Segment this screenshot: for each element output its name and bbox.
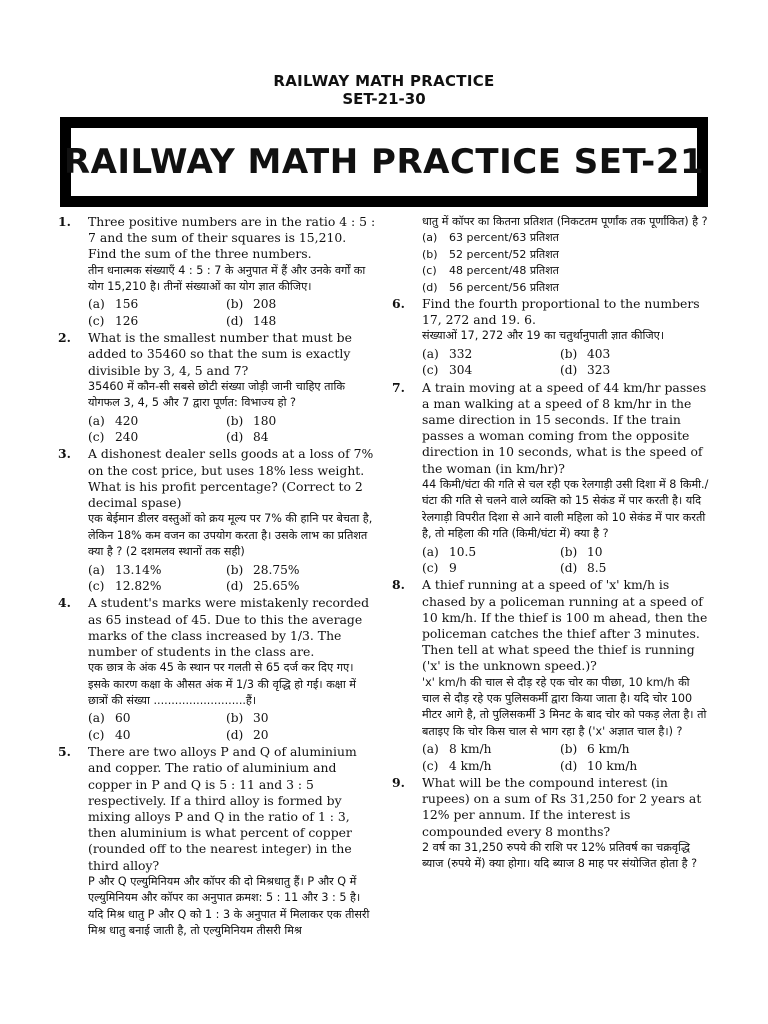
question-number: 4. [58, 595, 71, 611]
option-a: (a) 63 percent/63 प्रतिशत [422, 231, 559, 245]
option-a: (a) 156 [88, 297, 139, 312]
option-d: (d) 323 [560, 363, 611, 378]
question-5-continued [392, 214, 710, 296]
question-text-en: Find the fourth proportional to the numbers 17, 272 and 19. 6. [422, 296, 700, 328]
option-b: (b) 52 percent/52 प्रतिशत [422, 247, 559, 261]
header-line-1: RAILWAY MATH PRACTICE [273, 72, 495, 90]
question-text-en: A student's marks were mistakenly recorded as 65 instead of 45. Due to this the average marks of the class increased by 1/3. The number of students in the class are. [88, 595, 370, 659]
question-text-hi: 44 किमी/घंटा की गति से चल रही एक रेलगाड़ी उसी दिशा में 8 किमी./घंटा की गति से चलने वाले व्यक्ति को 15 सेकंड में पार करती है। यदि रेलगाड़ी विपरीत दिशा से आने वाली महिला को 10 सेकंड में पार करती है, तो महिला की गति (किमी/घंटा में) क्या है ? [422, 477, 709, 541]
question-number: 9. [392, 774, 405, 790]
question-3 [58, 446, 376, 594]
option-a: (a) 13.14% [88, 562, 162, 577]
question-text-hi-continued: धातु में कॉपर का कितना प्रतिशत (निकटतम पूर्णांक तक पूर्णांकित) है ? [422, 215, 708, 228]
option-c: (c) 48 percent/48 प्रतिशत [422, 264, 559, 278]
question-text-en: What will be the compound interest (in rupees) on a sum of Rs 31,250 for 2 years at 12% per annum. If the interest is compounded every 8 months? [422, 774, 702, 839]
page-title: RAILWAY MATH PRACTICE SET-21 [63, 142, 705, 182]
option-b: (b) 10 [560, 544, 603, 559]
option-d: (d) 84 [226, 430, 269, 445]
option-c: (c) 126 [88, 313, 139, 328]
question-text-hi: 'x' km/h की चाल से दौड़ रहे एक चोर का पीछा, 10 km/h की चाल से दौड़ रहे एक पुलिसकर्मी द्वारा किया जाता है। यदि चोर 100 मीटर आगे है, तो पुलिसकर्मी 3 मिनट के बाद चोर को पकड़ लेता है। तो बताइए कि चोर किस चाल से भाग रहा है ('x' अज्ञात चाल है।) ? [422, 675, 707, 738]
option-a: (a) 8 km/h [422, 742, 492, 757]
question-text-hi: संख्याओं 17, 272 और 19 का चतुर्थानुपाती ज्ञात कीजिए। [422, 329, 665, 343]
question-text-en: There are two alloys P and Q of aluminium and copper. The ratio of aluminium and copper in P and Q is 5 : 11 and 3 : 5 respectively. If a third alloy is formed by mixing alloys P and Q in the ratio of 1 : 3, then aluminium is what percent of copper (rounded off to the nearest integer) in the third alloy? [88, 744, 357, 873]
options [88, 413, 376, 446]
question-text-hi: तीन धनात्मक संख्याएँ 4 : 5 : 7 के अनुपात में हैं और उनके वर्गों का योग 15,210 है। तीनों संख्याओं का योग ज्ञात कीजिए। [88, 263, 366, 294]
question-text-hi: एक छात्र के अंक 45 के स्थान पर गलती से 65 दर्ज कर दिए गए। इसके कारण कक्षा के औसत अंक में 1/3 की वृद्धि हो गई। कक्षा में छात्रों की संख्या ..........................हैं। [88, 661, 356, 707]
question-number: 7. [392, 379, 405, 395]
option-d: (d) 8.5 [560, 560, 607, 575]
option-a: (a) 10.5 [422, 544, 477, 559]
question-9 [392, 775, 710, 873]
question-5 [58, 744, 376, 939]
question-text-hi: P और Q एल्युमिनियम और कॉपर की दो मिश्रधातु हैं। P और Q में एल्युमिनियम और कॉपर का अनुपात क्रमश: 5 : 11 और 3 : 5 है। यदि मिश्र धातु P और Q को 1 : 3 के अनुपात में मिलाकर एक तीसरी मिश्र धातु बनाई जाती है, तो एल्युमिनियम तीसरी मिश्र [88, 874, 370, 937]
header-line-2: SET-21-30 [342, 90, 426, 108]
options [422, 346, 710, 379]
option-d: (d) 148 [226, 313, 277, 328]
right-column [392, 214, 710, 874]
option-c: (c) 12.82% [88, 578, 162, 593]
options [422, 544, 710, 577]
question-number: 1. [58, 214, 71, 229]
option-b: (b) 403 [560, 346, 611, 361]
options [422, 741, 710, 774]
question-7 [392, 380, 710, 577]
options [422, 230, 710, 296]
option-d: (d) 20 [226, 727, 269, 742]
option-a: (a) 332 [422, 346, 473, 361]
question-number: 5. [58, 744, 71, 760]
option-c: (c) 9 [422, 560, 457, 575]
option-b: (b) 6 km/h [560, 742, 630, 757]
option-b: (b) 180 [226, 413, 277, 428]
option-c: (c) 304 [422, 363, 473, 378]
question-text-en: Three positive numbers are in the ratio 4 : 5 : 7 and the sum of their squares is 15,210. Find the sum of the three numbers. [88, 214, 376, 262]
question-4 [58, 595, 376, 743]
option-d: (d) 56 percent/56 प्रतिशत [422, 280, 559, 294]
left-column [58, 214, 376, 940]
options [88, 710, 376, 743]
option-d: (d) 10 km/h [560, 758, 638, 773]
option-a: (a) 60 [88, 711, 131, 726]
question-number: 2. [58, 330, 71, 346]
question-number: 8. [392, 577, 405, 593]
question-8 [392, 577, 710, 774]
question-text-hi: 35460 में कौन-सी सबसे छोटी संख्या जोड़ी जानी चाहिए ताकि योगफल 3, 4, 5 और 7 द्वारा पूर्णत: विभाज्य हो ? [88, 379, 345, 410]
question-text-hi: एक बेईमान डीलर वस्तुओं को क्रय मूल्य पर 7% की हानि पर बेचता है, लेकिन 18% कम वजन का उपयोग करता है। उसके लाभ का प्रतिशत क्या है ? (2 दशमलव स्थानों तक सही) [88, 512, 373, 559]
option-d: (d) 25.65% [226, 578, 300, 593]
option-b: (b) 28.75% [226, 562, 300, 577]
options [88, 562, 376, 595]
option-c: (c) 40 [88, 727, 131, 742]
title-banner-inner [63, 128, 705, 196]
option-c: (c) 4 km/h [422, 758, 492, 773]
option-a: (a) 420 [88, 413, 139, 428]
question-text-en: A thief running at a speed of 'x' km/h is chased by a policeman running at a speed of 10 km/h. If the thief is 100 m ahead, then the policeman catches the thief after 3 minutes. Then tell at what speed the thief is running ('x' is the unknown speed.)? [422, 577, 708, 674]
question-number: 6. [392, 296, 405, 312]
option-c: (c) 240 [88, 430, 139, 445]
question-2 [58, 330, 376, 445]
option-b: (b) 208 [226, 297, 277, 312]
question-1 [58, 214, 376, 329]
question-text-en: A train moving at a speed of 44 km/hr passes a man walking at a speed of 8 km/hr in the same direction in 15 seconds. If the train passes a woman coming from the opposite direction in 10 seconds, what is the speed of the woman (in km/hr)? [422, 379, 707, 476]
question-number: 3. [58, 446, 71, 462]
options [88, 296, 376, 329]
title-banner [60, 117, 708, 207]
question-text-en: A dishonest dealer sells goods at a loss of 7% on the cost price, but uses 18% less weight. What is his profit percentage? (Correct to 2 decimal spase) [88, 446, 374, 511]
question-6 [392, 296, 710, 379]
option-b: (b) 30 [226, 711, 269, 726]
question-text-hi: 2 वर्ष का 31,250 रुपये की राशि पर 12% प्रतिवर्ष का चक्रवृद्धि ब्याज (रुपये में) क्या होगा। यदि ब्याज 8 माह पर संयोजित होता है ? [422, 840, 698, 871]
question-text-en: What is the smallest number that must be added to 35460 so that the sum is exactly divisible by 3, 4, 5 and 7? [88, 330, 352, 378]
